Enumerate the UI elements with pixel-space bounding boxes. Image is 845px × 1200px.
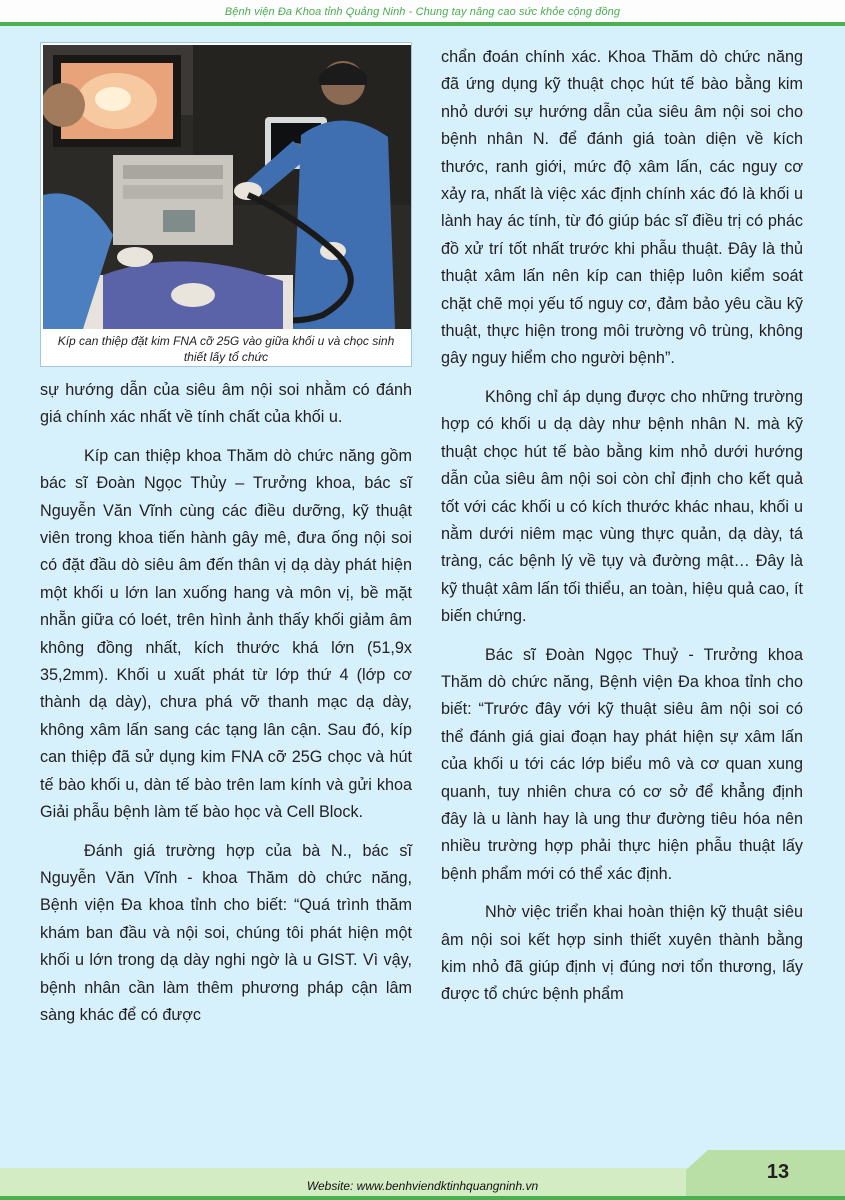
left-column (40, 377, 412, 1040)
header-divider (0, 22, 845, 26)
paragraph: Đánh giá trường hợp của bà N., bác sĩ Nguyễn Văn Vĩnh - khoa Thăm dò chức năng, Bệnh viện Đa khoa tỉnh cho biết: “Quá trình thăm khám ban đầu và nội soi, chúng tôi phát hiện một khối u lớn trong dạ dày nghi ngờ là u GIST. Vì vậy, bệnh nhân cần làm thêm phương pháp cận lâm sàng khác để có được (40, 841, 412, 1024)
paragraph: Kíp can thiệp khoa Thăm dò chức năng gồm bác sĩ Đoàn Ngọc Thủy – Trưởng khoa, bác sĩ Nguyễn Văn Vĩnh cùng các điều dưỡng, kỹ thuật viên trong khoa tiến hành gây mê, đưa ống nội soi có đặt đầu dò siêu âm đến thân vị dạ dày phát hiện một khối u lớn lan xuống hang và môn vị, bề mặt nhẵn giữa có loét, trên hình ảnh thấy khối giảm âm không đồng nhất, kích thước khá lớn (51,9x 35,2mm). Khối u xuất phát từ lớp thứ 4 (lớp cơ thành dạ dày), chưa phá vỡ thanh mạc dạ dày, không xâm lấn sang các tạng lân cận. Sau đó, kíp can thiệp đã sử dụng kim FNA cỡ 25G chọc và hút tế bào khối u, dàn tế bào trên lam kính và gửi khoa Giải phẫu bệnh làm tế bào học và Cell Block. (40, 446, 412, 822)
figure-caption: Kíp can thiệp đặt kim FNA cỡ 25G vào giữa khối u và chọc sinh thiết lấy tổ chức (57, 334, 395, 364)
page-header (0, 0, 845, 22)
paragraph: Bác sĩ Đoàn Ngọc Thuỷ - Trưởng khoa Thăm dò chức năng, Bệnh viện Đa khoa tỉnh cho biết: “Trước đây với kỹ thuật siêu âm nội soi có thể đánh giá giai đoạn hay phát hiện sự xâm lấn của khối u tới các lớp biểu mô và cơ quan xung quanh, tuy nhiên chưa có cơ sở để khẳng định đây là u lành hay là ung thư đường tiêu hóa nên nhiều trường hợp phải thực hiện phẫu thuật lấy bệnh phẩm mới có thể xác định. (441, 645, 803, 883)
paragraph: sự hướng dẫn của siêu âm nội soi nhằm có đánh giá chính xác nhất về tính chất của khối u. (40, 381, 412, 427)
paragraph: chẩn đoán chính xác. Khoa Thăm dò chức năng đã ứng dụng kỹ thuật chọc hút tế bào bằng kim nhỏ dưới sự hướng dẫn của siêu âm nội soi cho bệnh nhân N. để đánh giá toàn diện về kích thước, ranh giới, mức độ xâm lấn, các nguy cơ xảy ra, nhất là việc xác định chính xác đó là khối u lành hay ác tính, từ đó giúp bác sĩ điều trị có phác đồ xử trí tốt nhất trước khi phẫu thuật. Đây là thủ thuật xâm lấn nên kíp can thiệp luôn kiểm soát chặt chẽ mọi yếu tố nguy cơ, đảm bảo yêu cầu kỹ thuật, thực hiện trong môi trường vô trùng, không gây nguy hiểm cho người bệnh”. (441, 48, 803, 368)
paragraph: Nhờ việc triển khai hoàn thiện kỹ thuật siêu âm nội soi kết hợp sinh thiết xuyên thành bằng kim nhỏ đã giúp định vị đúng nơi tổn thương, lấy được tổ chức bệnh phẩm (441, 903, 803, 1004)
right-column (441, 44, 803, 1020)
page-number: 13 (766, 1161, 790, 1183)
endoscopy-procedure-photo (43, 45, 411, 329)
paragraph: Không chỉ áp dụng được cho những trường hợp có khối u dạ dày như bệnh nhân N. mà kỹ thuật chọc hút tế bào bằng kim nhỏ dưới hướng dẫn của siêu âm nội soi còn chỉ định cho kết quả tốt với các khối u có kích thước khác nhau, khối u nằm dưới niêm mạc vùng thực quản, dạ dày, tá tràng, các bệnh lý về tụy và đường mật… Đây là kỹ thuật xâm lấn tối thiểu, an toàn, hiệu quả cao, ít biến chứng. (441, 387, 803, 626)
header-tagline: Bệnh viện Đa Khoa tỉnh Quảng Ninh - Chung tay nâng cao sức khỏe cộng đồng (224, 6, 621, 18)
figure (40, 42, 412, 367)
footer-website: Website: www.benhviendktinhquangninh.vn (306, 1179, 539, 1193)
